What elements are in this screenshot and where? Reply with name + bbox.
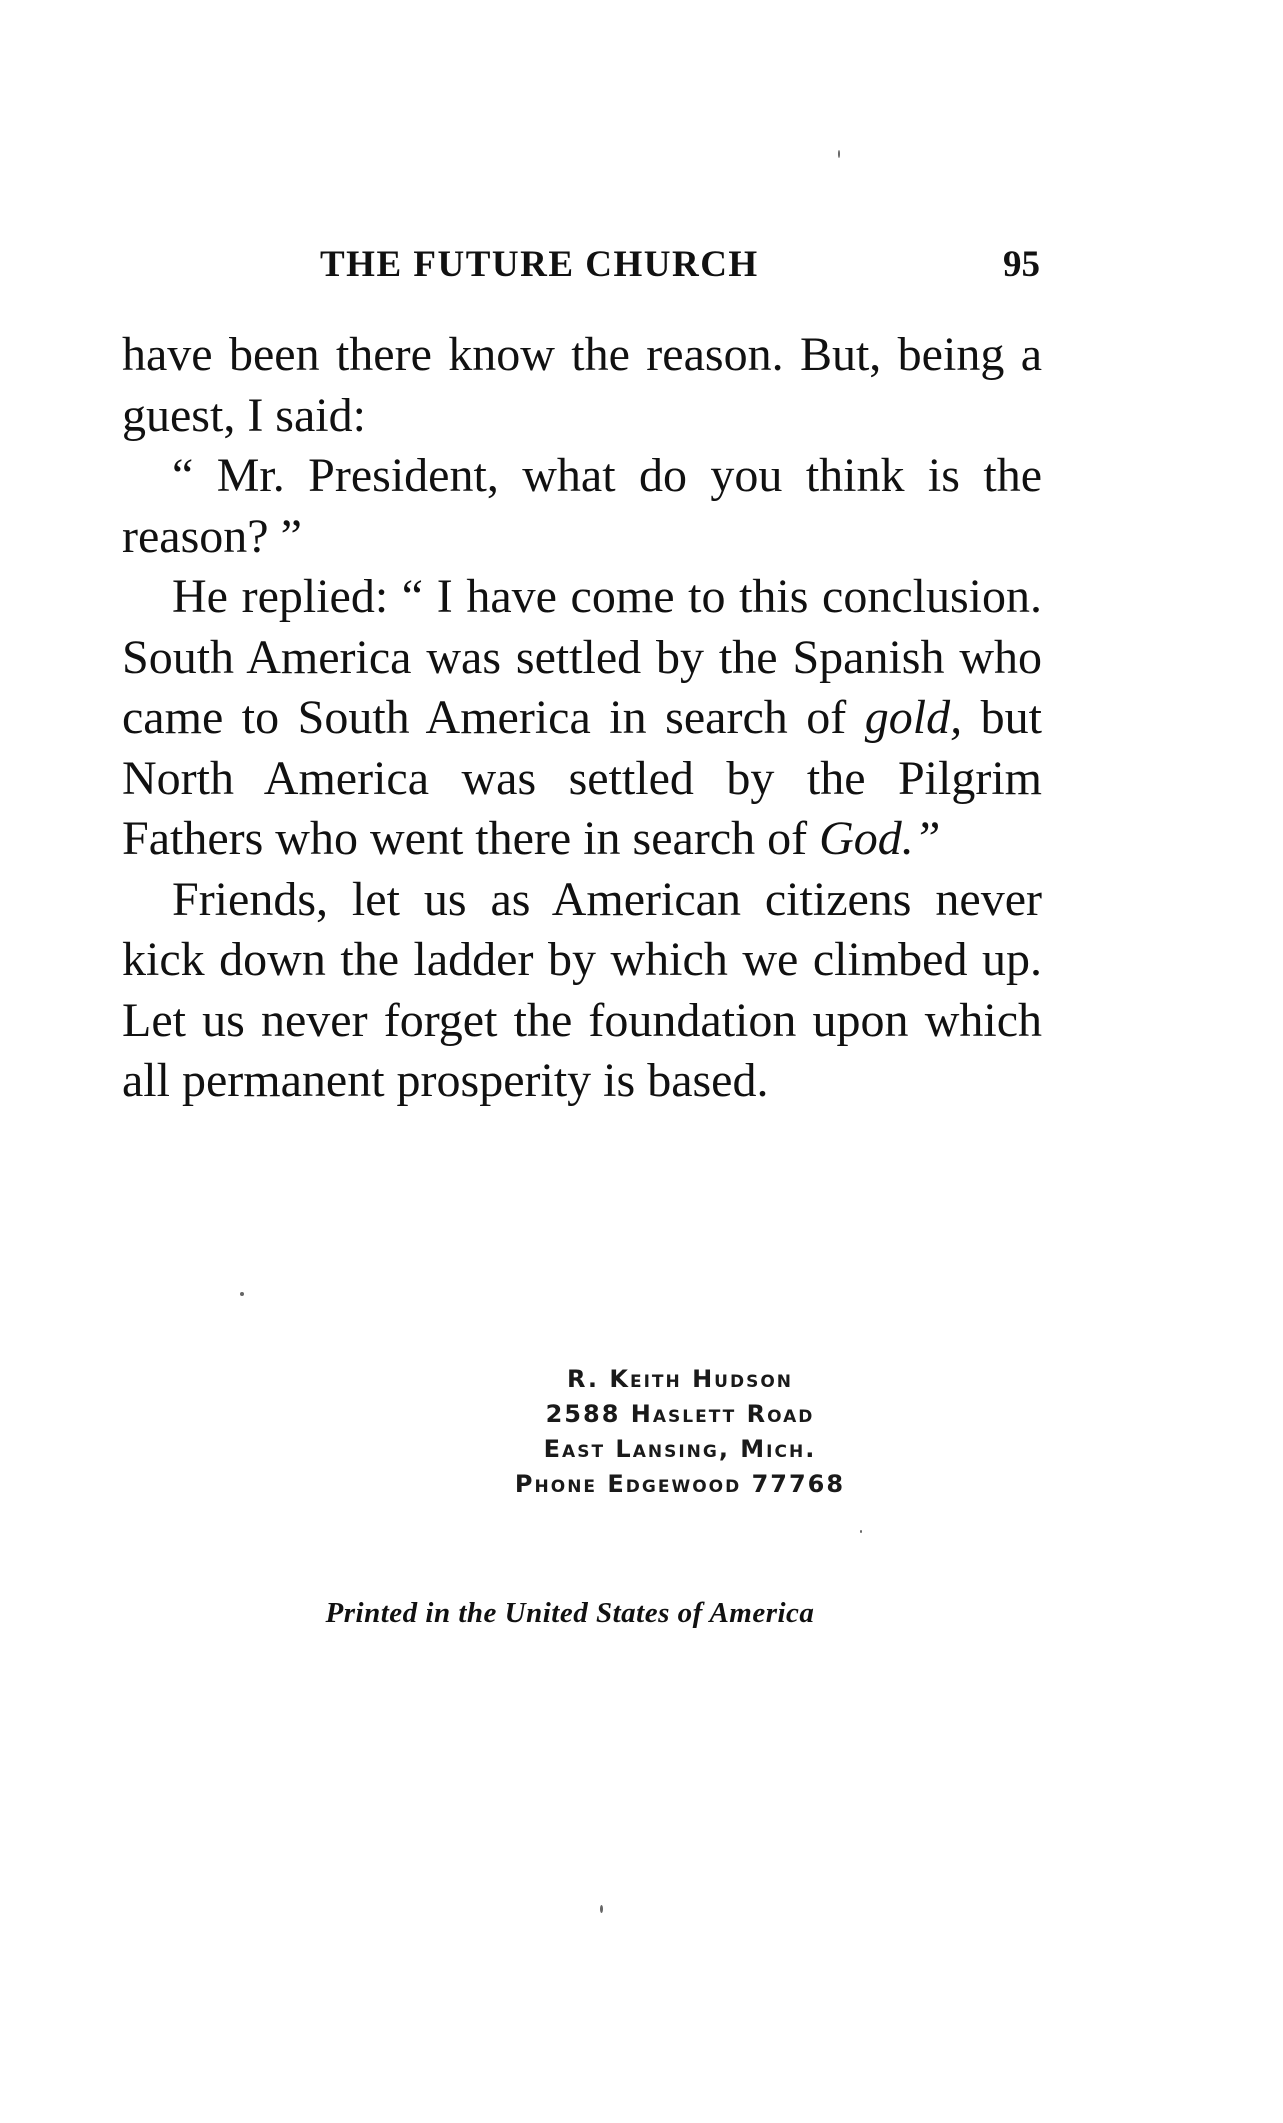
printer-imprint: Printed in the United States of America — [325, 1597, 815, 1629]
running-title: THE FUTURE CHURCH — [320, 244, 759, 285]
italic-gold: gold, — [864, 691, 963, 744]
stamp-street: 2588 Haslett Road — [545, 1400, 815, 1428]
paragraph-question: “ Mr. President, what do you think is the reason? ” — [122, 449, 1042, 563]
stamp-phone: Phone Edgewood 77768 — [514, 1470, 846, 1498]
stamp-name: R. Keith Hudson — [566, 1365, 794, 1393]
stamp-city: East Lansing, Mich. — [543, 1435, 817, 1463]
paragraph-continuation: have been there know the reason. But, being a guest, I said: — [122, 328, 1042, 442]
paragraph-friends: Friends, let us as American citizens never kick down the ladder by which we climbed up. Let us never forget the foundation upon which all permanent prosperity is based. — [122, 872, 1042, 1107]
paper-speck — [838, 150, 840, 158]
reply-text-middle: but North America was settled by the Pilgrim Fathers who went there in search of — [122, 691, 1042, 865]
paper-speck — [860, 1530, 862, 1533]
body-text — [122, 325, 1042, 1112]
paper-speck — [240, 1292, 244, 1296]
paper-speck — [600, 1905, 603, 1913]
italic-god: God.” — [819, 812, 941, 865]
reply-text-start: He replied: “ I have come to this conclusion. South America was settled by the Spanish who came to South America in search of — [122, 570, 1042, 744]
owner-address-stamp — [440, 1362, 920, 1502]
running-head — [320, 243, 1040, 293]
page-number: 95 — [1003, 244, 1040, 285]
paragraph-reply — [122, 567, 1042, 870]
